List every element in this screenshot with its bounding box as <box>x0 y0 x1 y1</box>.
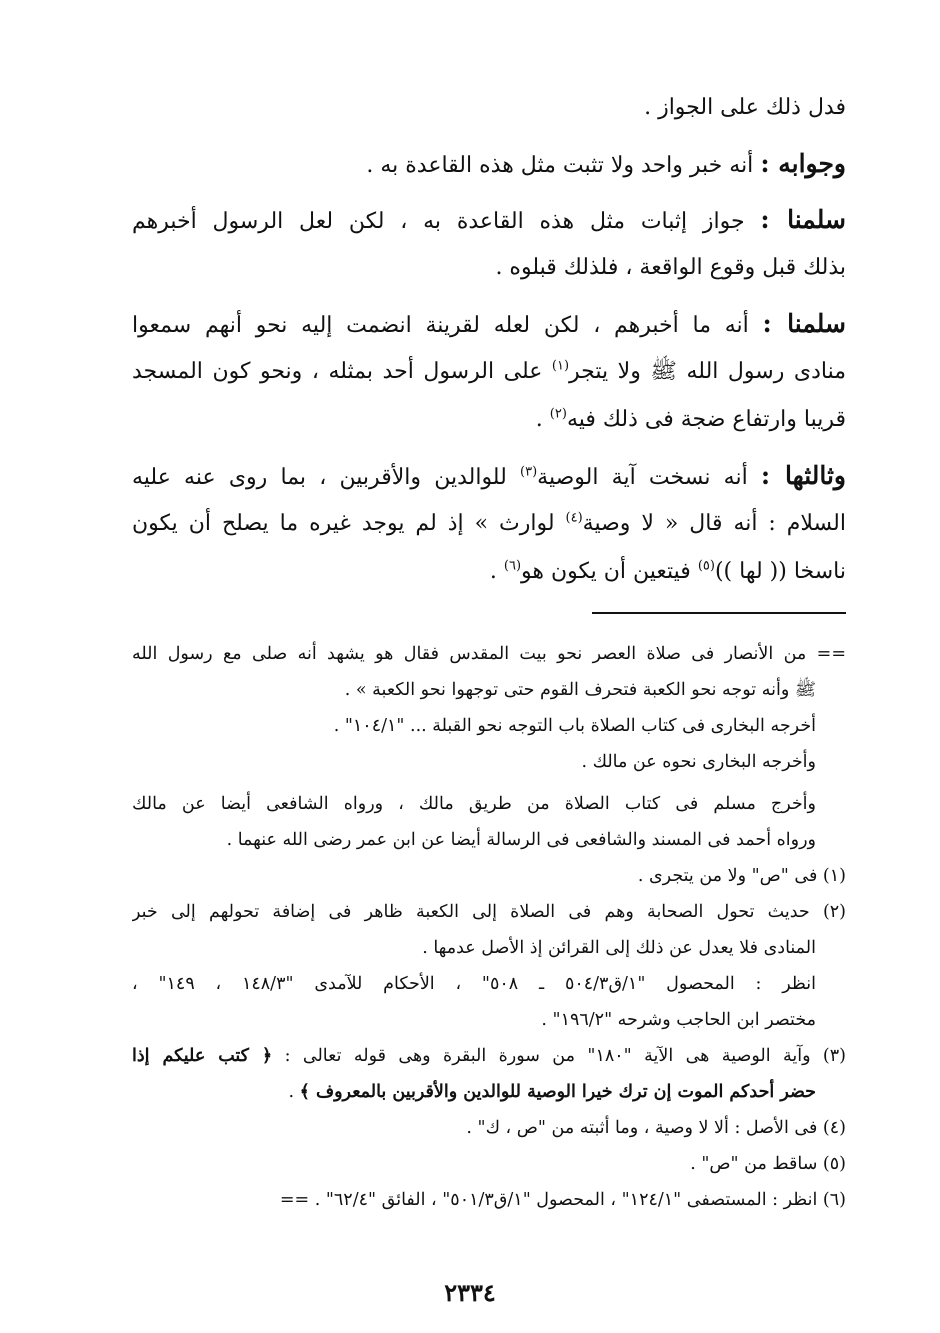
footnote-line <box>132 708 846 744</box>
line-text: (٢) حديث تحول الصحابة وهم فى الصلاة إلى الكعبة ظاهر فى إضافة تحولهم إلى خبر <box>132 902 846 922</box>
line-text: فيتعين أن يكون هو <box>521 559 691 584</box>
line-text: أنه ما أخبرهم ، لكن لعله لقرينة انضمت إليه نحو أنهم سمعوا <box>132 313 749 338</box>
line-text: لوارث » إذ لم يوجد غيره ما يصلح أن يكون <box>132 511 555 536</box>
paragraph-lead: وثالثها : <box>760 461 846 490</box>
line-text: فدل ذلك على الجواز . <box>644 95 846 120</box>
footnote-marker[interactable]: (٥) <box>697 558 715 574</box>
footnote-line <box>132 744 846 780</box>
line-text: (٤) فى الأصل : ألا لا وصية ، وما أثبته من "ص ، ك" . <box>466 1118 846 1138</box>
footnote-6 <box>132 1182 846 1218</box>
paragraph-third <box>132 452 846 500</box>
line-text: انظر : المحصول "١/ق٥٠٤/٣ ـ ٥٠٨" ، الأحكام للآمدى "١٤٨/٣ ، ١٤٩" ، <box>132 974 816 994</box>
footnote-line <box>132 822 846 858</box>
line-text: ناسخا (( لها )) <box>714 559 846 584</box>
line-text: (٣) وآية الوصية هى الآية "١٨٠" من سورة البقرة وهى قوله تعالى : <box>284 1046 846 1066</box>
line-text: ﷺ وأنه توجه نحو الكعبة فتحرف القوم حتى توجهوا نحو الكعبة » . <box>344 680 816 700</box>
footnote-line <box>132 930 846 966</box>
footnote-marker[interactable]: (٦) <box>503 558 522 574</box>
line-text: المنادى فلا يعدل عن ذلك إلى القرائن إذ الأصل عدمها . <box>422 938 816 958</box>
paragraph-lead: سلمنا : <box>760 205 846 234</box>
line-text: منادى رسول الله ﷺ ولا يتجر <box>569 359 846 384</box>
text-line <box>132 244 846 292</box>
paragraph-lead: سلمنا : <box>762 309 846 338</box>
line-text: جواز إثبات مثل هذه القاعدة به ، لكن لعل الرسول أخبرهم <box>132 209 745 234</box>
text-line <box>132 548 846 596</box>
footnote-2 <box>132 894 846 930</box>
footnote-line <box>132 672 846 708</box>
line-text: == من الأنصار فى صلاة العصر نحو بيت المقدس فقال هو يشهد أنه صلى مع رسول الله <box>132 644 846 664</box>
page-number: ٢٣٣٤ <box>444 1278 496 1307</box>
footnote-marker[interactable]: (١) <box>551 358 570 374</box>
paragraph-concession-1 <box>132 196 846 244</box>
text-line <box>132 396 846 444</box>
quran-quote: ﴿ كتب عليكم إذا <box>132 1046 273 1066</box>
footnote-5 <box>132 1146 846 1182</box>
line-text: (٥) ساقط من "ص" . <box>690 1154 846 1174</box>
line-text: بذلك قبل وقوع الواقعة ، فلذلك قبلوه . <box>495 255 846 280</box>
paragraph-lead: وجوابه : <box>760 149 846 178</box>
text-line <box>132 500 846 548</box>
footnote-4 <box>132 1110 846 1146</box>
footnote-line <box>132 636 846 672</box>
footnote-line <box>132 1074 846 1110</box>
footnote-1 <box>132 858 846 894</box>
line-text: . <box>288 1082 295 1102</box>
line-text: أخرجه البخارى فى كتاب الصلاة باب التوجه نحو القبلة ... "١٠٤/١" . <box>333 716 816 736</box>
text-line <box>132 348 846 396</box>
text-line <box>132 84 846 132</box>
line-text: السلام : أنه قال « لا وصية <box>582 511 846 536</box>
paragraph-concession-2 <box>132 300 846 348</box>
line-text: أنه نسخت آية الوصية <box>537 465 748 490</box>
line-text: . <box>535 407 543 432</box>
footnote-line <box>132 1002 846 1038</box>
footnote-marker[interactable]: (٤) <box>565 510 583 526</box>
line-text: ورواه أحمد فى المسند والشافعى فى الرسالة أيضا عن ابن عمر رضى الله عنهما . <box>226 830 816 850</box>
paragraph-answer <box>132 140 846 188</box>
footnote-separator <box>592 612 846 614</box>
line-text: للوالدين والأقربين ، بما روى عنه عليه <box>132 465 507 490</box>
footnote-line <box>132 966 846 1002</box>
line-text: على الرسول أحد بمثله ، ونحو كون المسجد <box>132 359 543 384</box>
line-text: . <box>489 559 497 584</box>
line-text: وأخرج مسلم فى كتاب الصلاة من طريق مالك ، ورواه الشافعى أيضا عن مالك <box>132 794 816 814</box>
footnote-marker[interactable]: (٣) <box>520 464 538 480</box>
footnote-3 <box>132 1038 846 1074</box>
main-text <box>132 84 846 596</box>
line-text: قريبا وارتفاع ضجة فى ذلك فيه <box>566 407 846 432</box>
line-text: وأخرجه البخارى نحوه عن مالك . <box>581 752 816 772</box>
line-text: (٦) انظر : المستصفى "١٢٤/١" ، المحصول "١/ق٥٠١/٣" ، الفائق "٦٢/٤" . == <box>279 1190 846 1210</box>
footnotes <box>132 636 846 1218</box>
footnote-marker[interactable]: (٢) <box>549 406 567 422</box>
quran-quote: حضر أحدكم الموت إن ترك خيرا الوصية للوالدين والأقربين بالمعروف ﴾ <box>299 1082 816 1102</box>
line-text: (١) فى "ص" ولا من يتجرى . <box>637 866 846 886</box>
footnote-line <box>132 786 846 822</box>
line-text: مختصر ابن الحاجب وشرحه "١٩٦/٢" . <box>541 1010 816 1030</box>
line-text: أنه خبر واحد ولا تثبت مثل هذه القاعدة به . <box>366 153 754 178</box>
